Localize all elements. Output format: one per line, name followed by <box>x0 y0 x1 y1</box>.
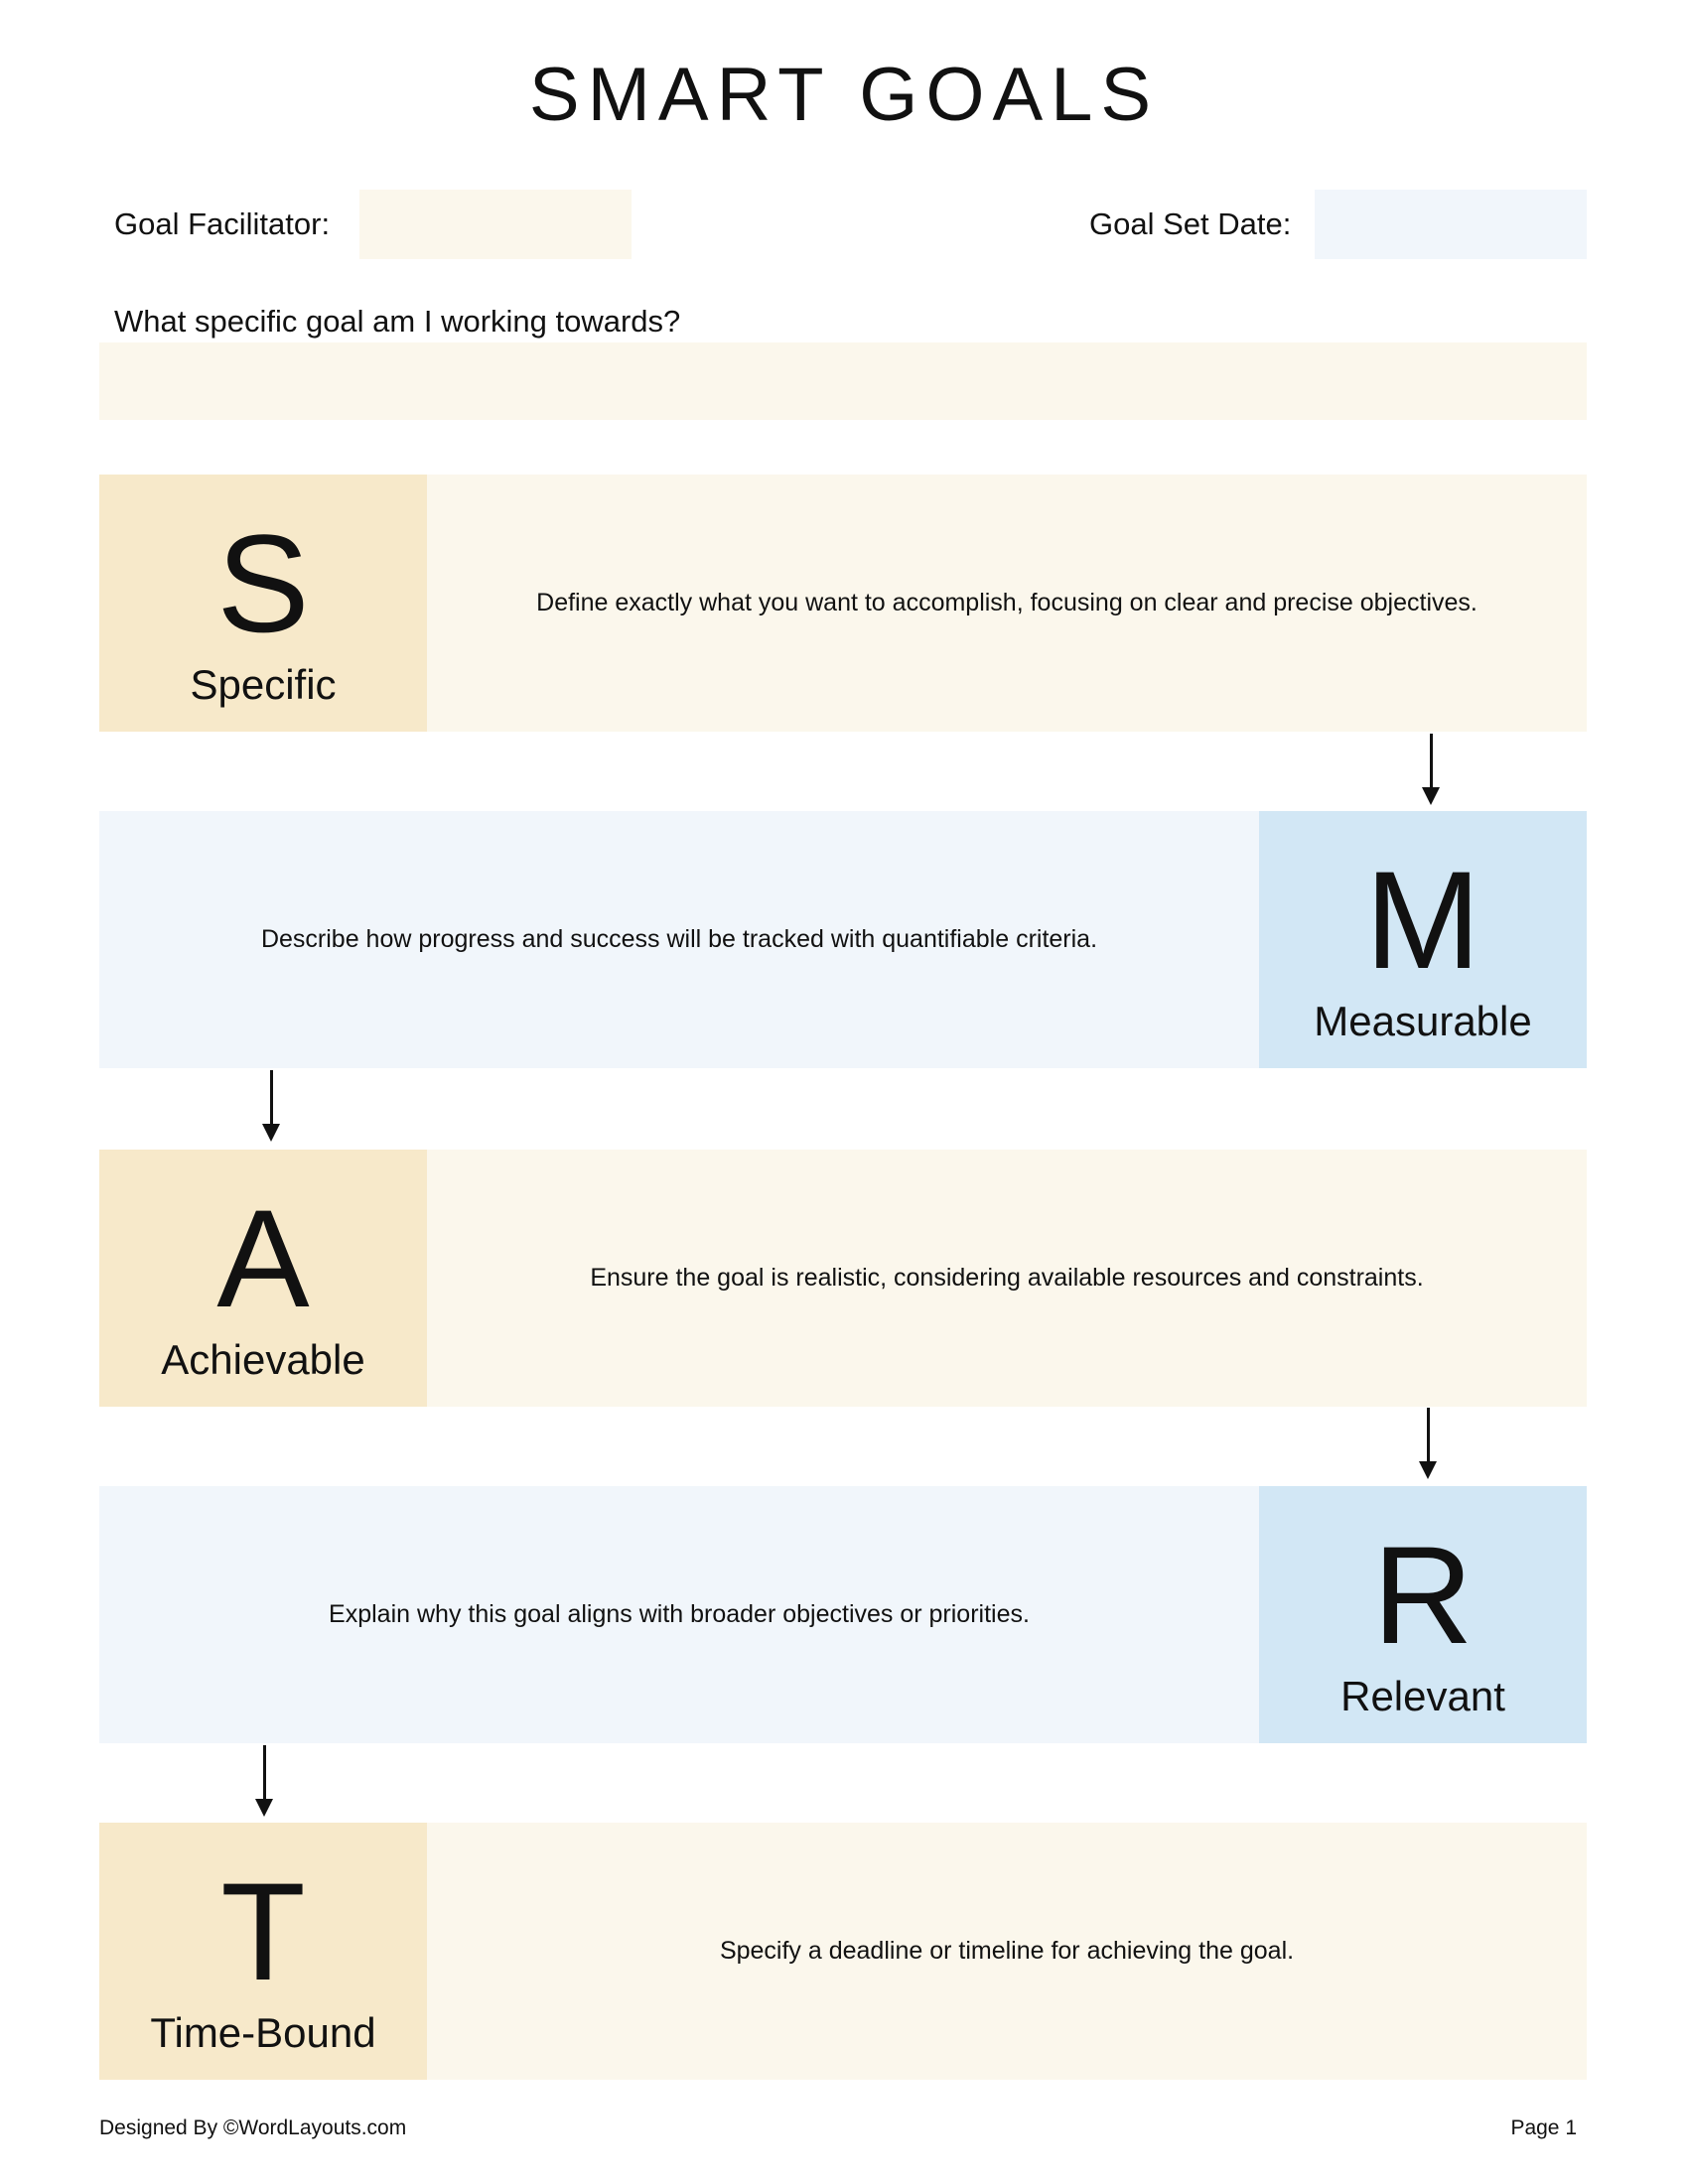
word-specific: Specific <box>190 661 337 708</box>
letter-t: T <box>220 1853 306 2009</box>
arrow-down-icon <box>270 1070 273 1138</box>
goal-facilitator-label: Goal Facilitator: <box>114 206 331 241</box>
word-measurable: Measurable <box>1314 998 1532 1044</box>
word-relevant: Relevant <box>1340 1673 1505 1719</box>
goal-set-date-field[interactable] <box>1315 190 1587 259</box>
goal-question-label: What specific goal am I working towards? <box>114 304 681 339</box>
goal-facilitator-field[interactable] <box>359 190 632 259</box>
letter-m: M <box>1364 842 1481 998</box>
description-measurable: Describe how progress and success will be tracked with quantifiable criteria. <box>99 811 1259 1068</box>
arrow-down-icon <box>263 1745 266 1813</box>
description-achievable: Ensure the goal is realistic, considering available resources and constraints. <box>427 1150 1587 1407</box>
row-measurable <box>99 811 1587 1068</box>
letter-box-relevant <box>1259 1486 1587 1743</box>
letter-s: S <box>216 505 310 661</box>
letter-a: A <box>216 1180 310 1336</box>
row-specific <box>99 475 1587 732</box>
goal-description-field[interactable] <box>99 342 1587 420</box>
goal-set-date-label: Goal Set Date: <box>1089 206 1292 241</box>
description-specific: Define exactly what you want to accomplish, focusing on clear and precise objectives. <box>427 475 1587 732</box>
row-time-bound <box>99 1823 1587 2080</box>
footer-credit: Designed By ©WordLayouts.com <box>99 2116 407 2139</box>
page-title: SMART GOALS <box>528 53 1160 137</box>
arrow-down-icon <box>1430 734 1433 801</box>
letter-box-achievable <box>99 1150 427 1407</box>
row-achievable <box>99 1150 1587 1407</box>
page-number: Page 1 <box>1510 2116 1577 2139</box>
letter-box-measurable <box>1259 811 1587 1068</box>
word-time-bound: Time-Bound <box>150 2009 376 2056</box>
description-time-bound: Specify a deadline or timeline for achieving the goal. <box>427 1823 1587 2080</box>
word-achievable: Achievable <box>161 1336 365 1383</box>
arrow-down-icon <box>1427 1408 1430 1475</box>
letter-box-specific <box>99 475 427 732</box>
letter-box-time-bound <box>99 1823 427 2080</box>
description-relevant: Explain why this goal aligns with broader objectives or priorities. <box>99 1486 1259 1743</box>
row-relevant <box>99 1486 1587 1743</box>
letter-r: R <box>1372 1517 1474 1673</box>
